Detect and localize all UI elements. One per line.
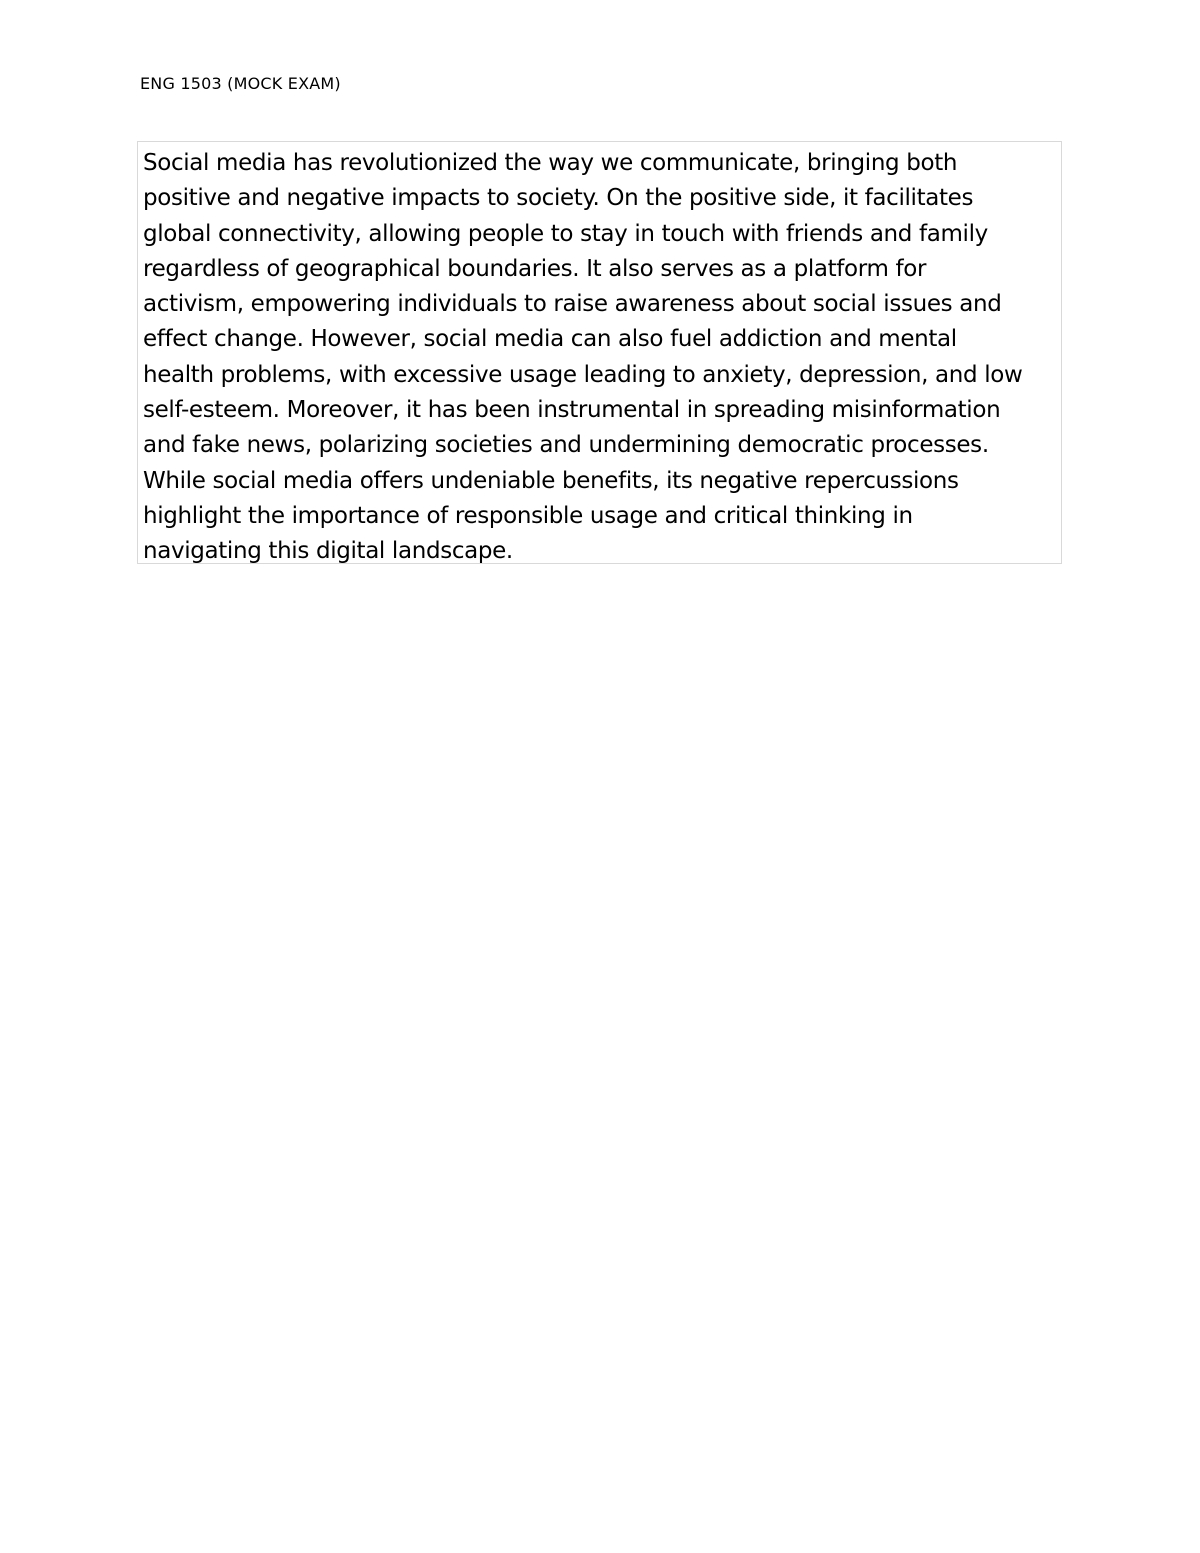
essay-line: positive and negative impacts to society. On the positive side, it facilitates: [143, 185, 974, 212]
essay-text-box: [137, 141, 1062, 564]
essay-line: effect change. However, social media can also fuel addiction and mental: [143, 326, 957, 353]
essay-line: and fake news, polarizing societies and undermining democratic processes.: [143, 432, 989, 459]
essay-line: global connectivity, allowing people to stay in touch with friends and family: [143, 220, 988, 247]
essay-line: navigating this digital landscape.: [143, 538, 513, 565]
essay-line: While social media offers undeniable benefits, its negative repercussions: [143, 467, 959, 494]
document-header: ENG 1503 (MOCK EXAM): [140, 74, 341, 93]
essay-line: regardless of geographical boundaries. It also serves as a platform for: [143, 255, 927, 282]
essay-line: highlight the importance of responsible usage and critical thinking in: [143, 502, 913, 529]
essay-line: activism, empowering individuals to raise awareness about social issues and: [143, 291, 1002, 318]
essay-line: Social media has revolutionized the way we communicate, bringing both: [143, 150, 958, 176]
essay-line: health problems, with excessive usage leading to anxiety, depression, and low: [143, 361, 1023, 388]
essay-line: self-esteem. Moreover, it has been instrumental in spreading misinformation: [143, 397, 1001, 424]
